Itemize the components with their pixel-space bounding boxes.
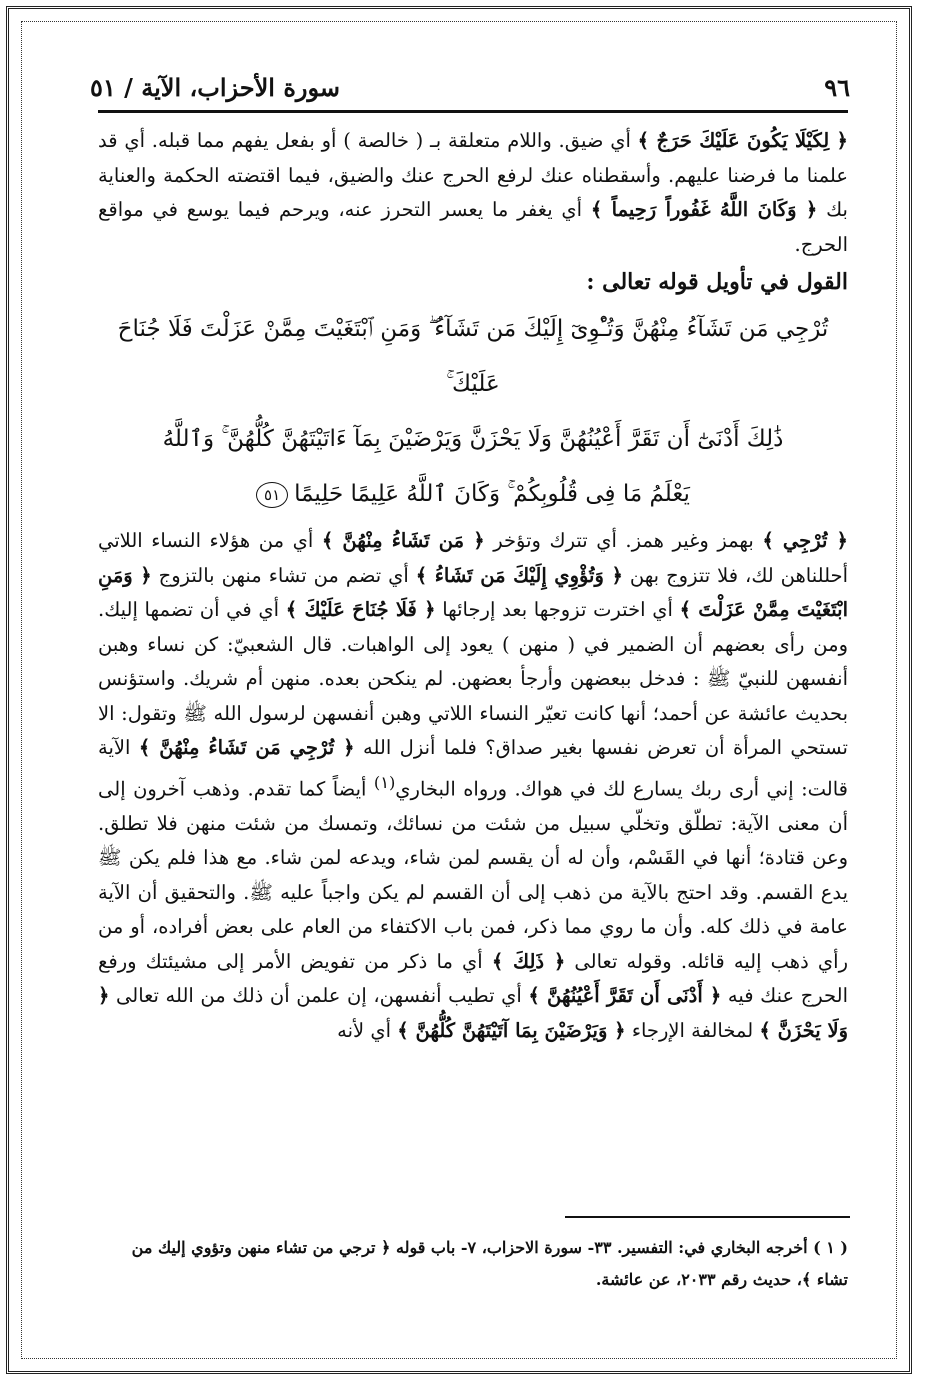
paragraph-text: لمخالفة الإرجاء — [625, 1018, 760, 1042]
paragraph-text: أي يغفر ما يعسر التحرز عنه، ويرحم فيما يوسع في مواقع الحرج. — [98, 198, 848, 256]
verse-line: ذَٰلِكَ أَدْنَىٰٓ أَن تَقَرَّ أَعْيُنُهُنَّ وَلَا يَحْزَنَّ وَيَرْضَيْنَ بِمَآ ءَاتَيْتَهُنَّ كُلُّهُنَّ ۚ وَٱللَّهُ — [162, 426, 784, 452]
quran-quote: ﴿ وَلَا يَحْزَنَّ ﴾ — [98, 984, 848, 1042]
quran-quote: ﴿ وَتُؤْوِي إِلَيْكَ مَن تَشَاءُ ﴾ — [415, 563, 623, 587]
quran-quote: ﴿ ذَلِكَ ﴾ — [491, 949, 566, 973]
main-content — [98, 124, 848, 1048]
section-heading: القول في تأويل قوله تعالى : — [586, 269, 848, 295]
paragraph-text: أي ضيق. واللام متعلقة بـ ( خالصة ) أو بفعل يفهم مما قبله. أي قد علمنا ما فرضنا عليهم. وأسقطناه عنك لرفع الحرج عنك والضيق، فيما اقتضته الحكمة والعناية بك — [98, 129, 848, 221]
paragraph-text: أي في أن تضمها إليك. ومن رأى بعضهم أن الضمير في ( منهن ) يعود إلى الواهبات. قال الشعبيّ: كن نساء وهبن أنفسهن للنبيّ ﷺ : فدخل ببعضهن وأرجأ بعضهن. لم ينكحن بعده. منهن أم شريك. واستؤنس بحديث عائشة عن أحمد؛ أنها كانت تعيّر النساء اللاتي وهبن أنفسهن لرسول الله ﷺ وتقول: الا تستحي المرأة أن تعرض نفسها بغير صداق؟ فلما أنزل الله — [98, 598, 848, 759]
quran-quote: ﴿ لِكَيْلَا يَكُونَ عَلَيْكَ حَرَجٌ ﴾ — [637, 129, 848, 152]
paragraph-text: أي تضم من تشاء منهن بالتزوج — [151, 563, 416, 587]
quran-verse-block — [108, 302, 838, 522]
footnote-text: أخرجه البخاري في: التفسير. ٣٣- سورة الاحزاب، ٧- باب قوله — [390, 1238, 814, 1257]
verse-text: يَعْلَمُ مَا فِى قُلُوبِكُمْ ۚ وَكَانَ ٱللَّهُ عَلِيمًا حَلِيمًا — [294, 481, 690, 507]
quran-quote: ﴿ فَلَا جُنَاحَ عَلَيْكَ ﴾ — [285, 598, 436, 621]
page-header — [90, 62, 850, 102]
quran-quote: ﴿ أَدْنَى أَن تَقَرَّ أَعْيُنُهُنَّ ﴾ — [528, 984, 722, 1007]
quran-quote: ﴿ تُرْجِي ﴾ — [762, 529, 848, 552]
footnote-quote: ﴿ ترجي من تشاء منهن وتؤوي إليك من تشاء ﴾ — [131, 1238, 848, 1289]
verse-line: تُرْجِي مَن تَشَآءُ مِنْهُنَّ وَتُـْٔوِىٓ إِلَيْكَ مَن تَشَآءُ ۖ وَمَنِ ٱبْتَغَيْتَ مِمَّنْ عَزَلْتَ فَلَا جُنَاحَ عَلَيْكَ ۚ — [117, 316, 829, 397]
verse-line-last — [108, 467, 838, 522]
quran-quote: ﴿ تُرْجِي مَن تَشَاءُ مِنْهُنَّ ﴾ — [138, 736, 355, 759]
surah-title: سورة الأحزاب، الآية / ٥١ — [90, 73, 340, 102]
footnote — [98, 1232, 848, 1296]
paragraph-text: أي ما ذكر من تفويض الأمر إلى مشيئتك ورفع الحرج عنك فيه — [98, 949, 848, 1007]
intro-paragraph — [98, 124, 848, 262]
header-rule — [98, 110, 848, 113]
footnote-text: ، حديث رقم ٢٠٣٣، عن عائشة. — [595, 1270, 802, 1289]
paragraph-text: أي تطيب أنفسهن، إن علمن أن ذلك من الله تعالى — [109, 984, 529, 1007]
quran-quote: ﴿ وَيَرْضَيْنَ بِمَا آتَيْتَهُنَّ كُلُّهُنَّ ﴾ — [397, 1018, 626, 1042]
paragraph-text: أيضاً كما تقدم. وذهب آخرون إلى أن معنى الآية: تطلّق وتخلّي سبيل من شئت من نسائك، وتمسك من شئت منهن فلا تطلق. وعن قتادة؛ أنها في القَسْم، وأن له أن يقسم لمن شاء، ويدعه لمن شاء. مع هذا فلم يكن ﷺ يدع القسم. وقد احتج بالآية من ذهب إلى أن القسم لم يكن واجباً عليه ﷺ. والتحقيق أن الآية عامة في ذلك كله. وأن ما روي مما ذكر، فمن باب الاكتفاء من العام على بعض أفراده، أو من رأي ذهب إليه قائله. وقوله تعالى — [98, 777, 849, 973]
page-number: ٩٦ — [824, 73, 850, 102]
paragraph-text: بهمز وغير همز. أي تترك وتؤخر — [484, 529, 763, 552]
footnote-rule — [565, 1216, 850, 1218]
paragraph-text: أي من هؤلاء النساء اللاتي أحللناهن لك، فلا تتزوج بهن — [98, 529, 848, 587]
quran-quote: ﴿ مَن تَشَاءُ مِنْهُنَّ ﴾ — [321, 529, 485, 552]
quran-quote: ﴿ وَمَنِ ابْتَغَيْتَ مِمَّنْ عَزَلْتَ ﴾ — [98, 563, 849, 621]
ayah-number-marker: ٥١ — [256, 482, 288, 508]
paragraph-text: أي لأنه — [337, 1018, 398, 1042]
paragraph-text: الآية قالت: إني أرى ربك يسارع لك في هواك. ورواه البخاري — [98, 736, 848, 800]
footnote-reference[interactable]: (١) — [373, 772, 396, 792]
quran-quote: ﴿ وَكَانَ اللَّهُ غَفُوراً رَحِيماً ﴾ — [590, 198, 818, 221]
paragraph-text: أي اخترت تزوجها بعد إرجائها — [435, 598, 680, 621]
commentary-paragraph — [98, 524, 848, 1048]
footnote-number: ( ١ ) — [813, 1238, 848, 1257]
